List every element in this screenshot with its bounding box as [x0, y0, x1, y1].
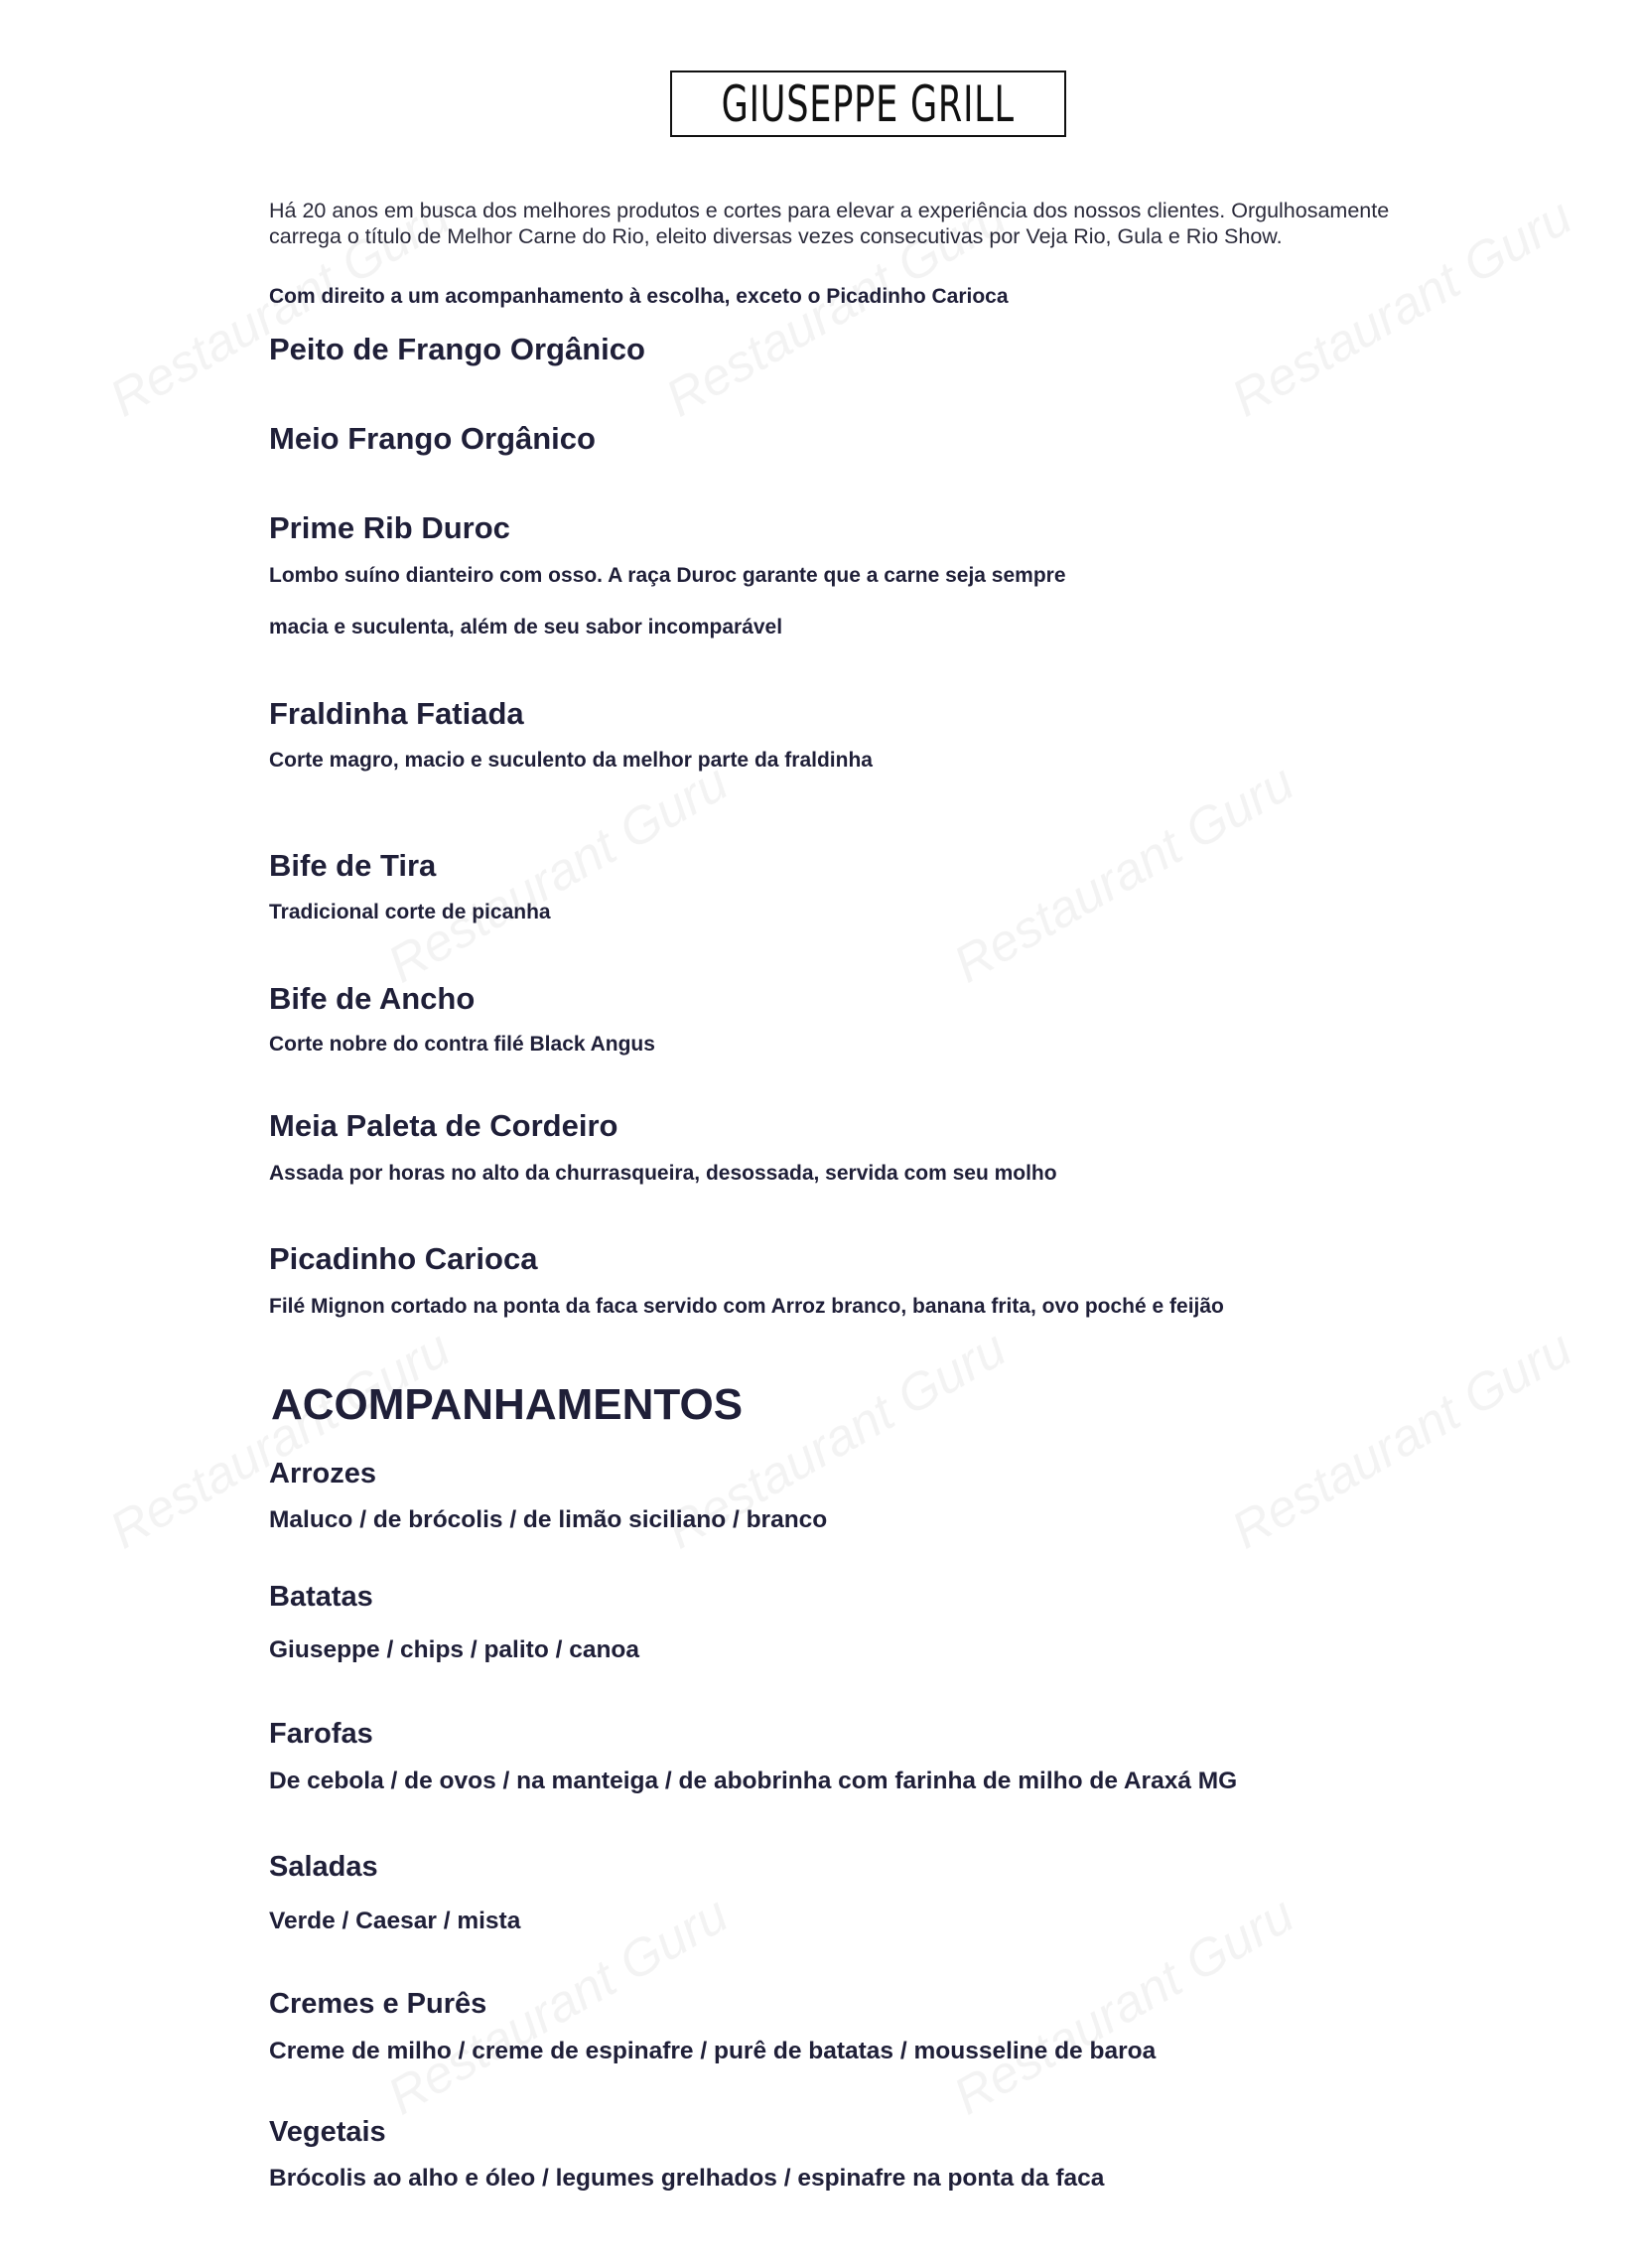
side-group-options: Creme de milho / creme de espinafre / purê de batatas / mousseline de baroa [269, 2038, 1157, 2064]
menu-item-description: Corte nobre do contra filé Black Angus [269, 1033, 655, 1056]
side-group-options: De cebola / de ovos / na manteiga / de abobrinha com farinha de milho de Araxá MG [269, 1768, 1238, 1794]
side-group-title: Farofas [269, 1718, 373, 1750]
watermark [944, 1885, 1304, 2127]
menu-item-title: Prime Rib Duroc [269, 510, 510, 545]
restaurant-logo: GIUSEPPE GRILL [670, 71, 1066, 137]
side-group-title: Cremes e Purês [269, 1988, 487, 2020]
menu-item-title: Picadinho Carioca [269, 1241, 538, 1276]
menu-item-title: Meio Frango Orgânico [269, 421, 596, 456]
side-dish-note: Com direito a um acompanhamento à escolha, exceto o Picadinho Carioca [269, 285, 1009, 308]
side-group-options: Giuseppe / chips / palito / canoa [269, 1636, 640, 1663]
menu-item-title: Peito de Frango Orgânico [269, 332, 645, 366]
menu-item-title: Meia Paleta de Cordeiro [269, 1108, 618, 1143]
intro-line: Há 20 anos em busca dos melhores produtos e cortes para elevar a experiência dos nossos clientes. Orgulhosamente [269, 199, 1390, 222]
menu-item-description: Assada por horas no alto da churrasqueira, desossada, servida com seu molho [269, 1162, 1057, 1185]
side-group-options: Verde / Caesar / mista [269, 1908, 521, 1934]
intro-line: carrega o título de Melhor Carne do Rio, eleito diversas vezes consecutivas por Veja Rio, Gula e Rio Show. [269, 224, 1283, 248]
side-group-title: Vegetais [269, 2116, 386, 2148]
side-group-title: Arrozes [269, 1458, 376, 1489]
watermark [944, 753, 1304, 995]
side-group-title: Batatas [269, 1581, 373, 1613]
menu-item-title: Bife de Ancho [269, 981, 476, 1016]
menu-item-description: macia e suculenta, além de seu sabor incomparável [269, 616, 783, 638]
menu-item-description: Tradicional corte de picanha [269, 901, 551, 923]
menu-item-description: Filé Mignon cortado na ponta da faca servido com Arroz branco, banana frita, ovo poché e feijão [269, 1295, 1224, 1318]
watermark [1222, 1319, 1582, 1561]
side-group-title: Saladas [269, 1851, 378, 1883]
menu-item-title: Fraldinha Fatiada [269, 696, 524, 731]
side-group-options: Maluco / de brócolis / de limão siciliano / branco [269, 1506, 828, 1533]
menu-item-description: Corte magro, macio e suculento da melhor parte da fraldinha [269, 749, 873, 772]
menu-item-description: Lombo suíno dianteiro com osso. A raça Duroc garante que a carne seja sempre [269, 564, 1066, 587]
side-group-options: Brócolis ao alho e óleo / legumes grelhados / espinafre na ponta da faca [269, 2165, 1105, 2192]
section-heading: ACOMPANHAMENTOS [271, 1380, 744, 1429]
menu-item-title: Bife de Tira [269, 848, 437, 883]
